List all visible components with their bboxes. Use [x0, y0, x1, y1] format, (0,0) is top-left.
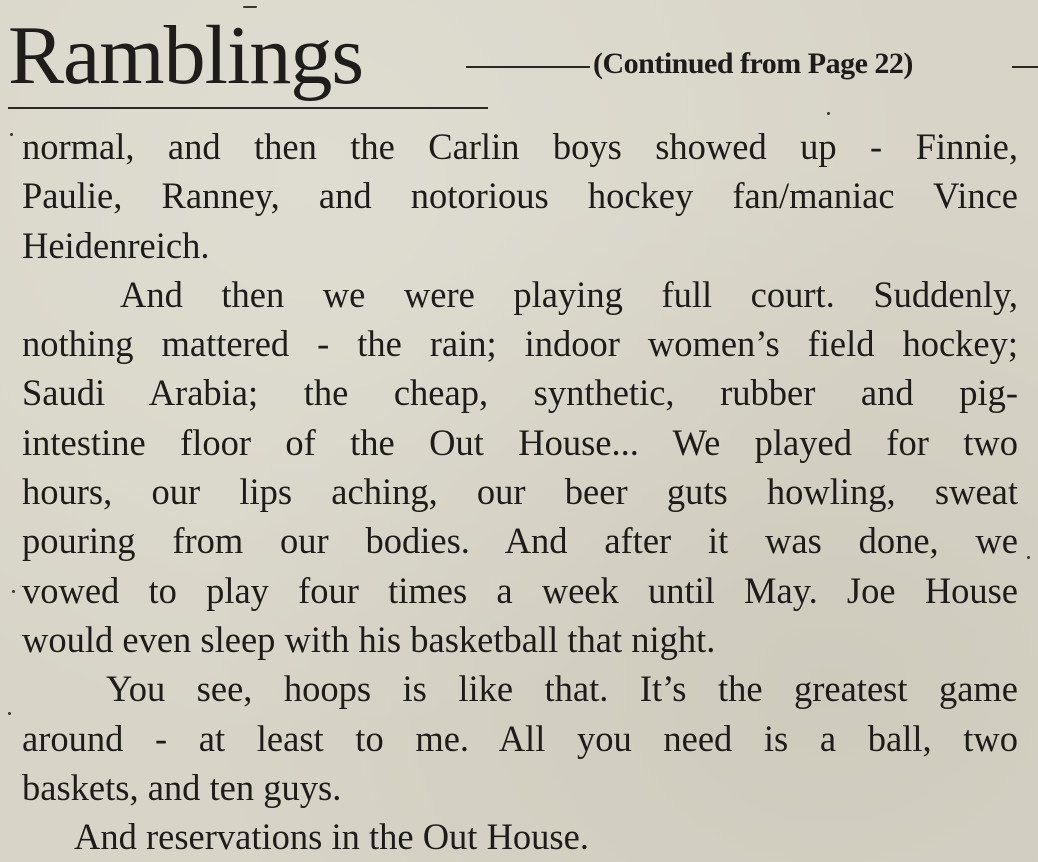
- print-speck: [10, 133, 13, 136]
- article-line: You see, hoops is like that. It’s the greatest game: [106, 668, 1018, 710]
- article-line: intestine floor of the Out House... We played for two: [22, 421, 1018, 463]
- article-line: nothing mattered - the rain; indoor women’s field hockey;: [22, 323, 1018, 365]
- article-line: normal, and then the Carlin boys showed up - Finnie,: [22, 126, 1018, 167]
- article-line: around - at least to me. All you need is a ball, two: [22, 717, 1018, 759]
- article-line: Paulie, Ranney, and notorious hockey fan/maniac Vince: [22, 175, 1018, 217]
- print-speck: [243, 6, 257, 8]
- header-rule-left: [466, 66, 590, 68]
- print-speck: [1027, 556, 1030, 559]
- article-line: vowed to play four times a week until May. Joe House: [22, 569, 1018, 611]
- print-speck: [8, 712, 11, 715]
- article-line: And reservations in the Out House.: [74, 816, 589, 858]
- article-line: And then we were playing full court. Suddenly,: [120, 273, 1018, 315]
- column-title: Ramblings: [8, 9, 364, 102]
- print-speck: [827, 112, 830, 115]
- article-line: would even sleep with his basketball that night.: [22, 618, 716, 660]
- column-header: [0, 0, 1038, 118]
- continued-notice: (Continued from Page 22): [593, 47, 913, 80]
- article-line: baskets, and ten guys.: [22, 766, 342, 808]
- title-underline: [8, 107, 488, 109]
- article-line: Saudi Arabia; the cheap, synthetic, rubber and pig-: [22, 372, 1018, 414]
- print-speck: [12, 590, 15, 593]
- article-line: Heidenreich.: [22, 224, 210, 266]
- article-line: hours, our lips aching, our beer guts howling, sweat: [22, 471, 1018, 513]
- header-rule-right: [1012, 66, 1038, 68]
- article-body: [22, 122, 1018, 861]
- article-line: pouring from our bodies. And after it was done, we: [22, 520, 1018, 562]
